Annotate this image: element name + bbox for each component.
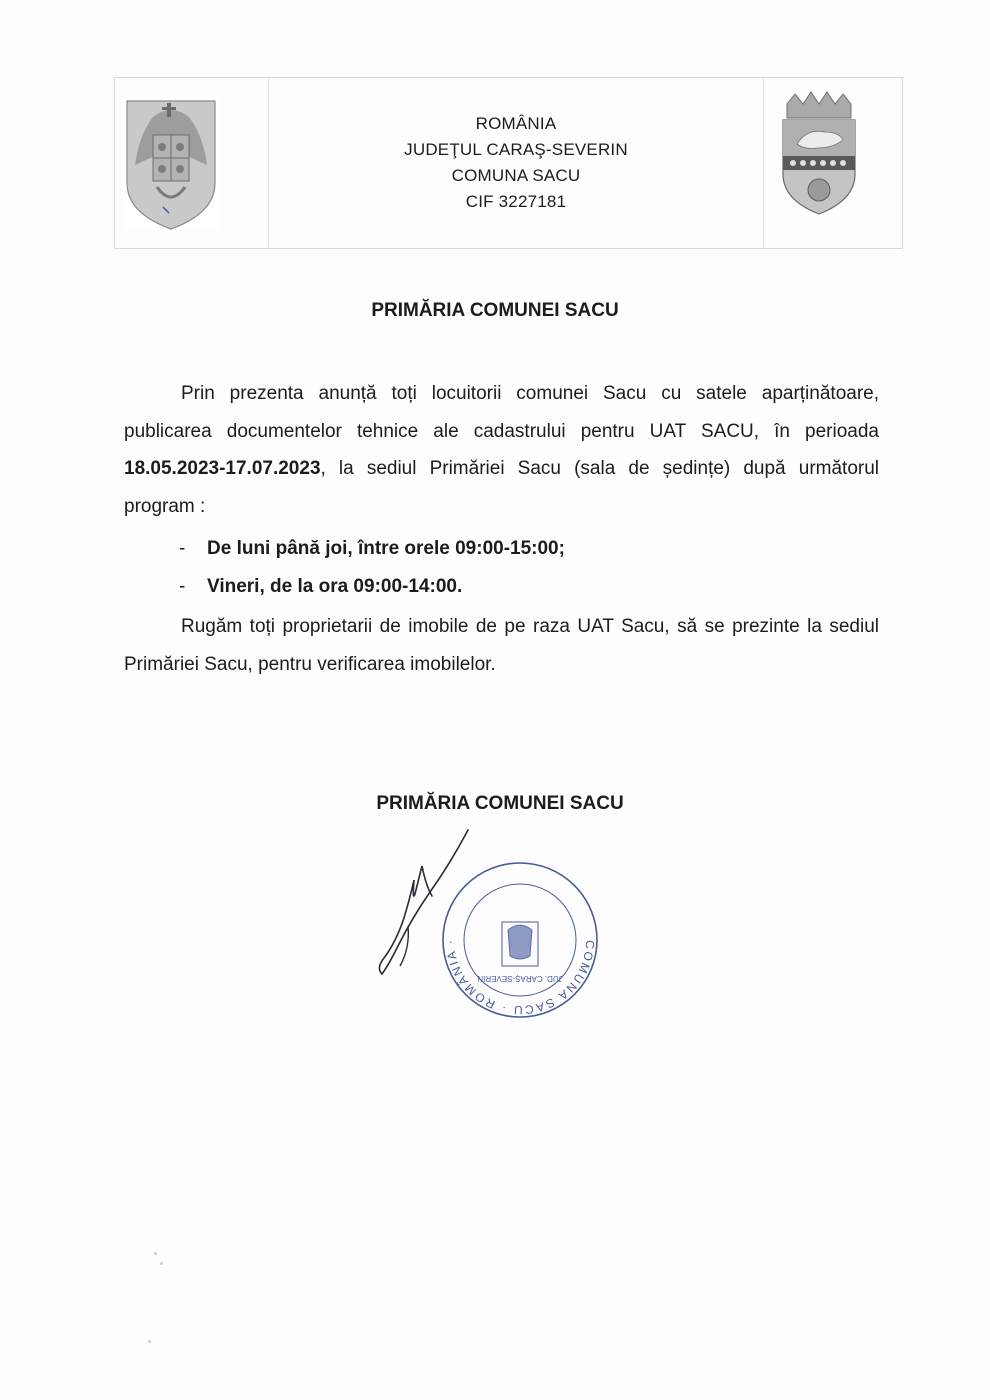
list-dash: - <box>179 538 186 559</box>
list-dash: - <box>179 575 186 597</box>
scan-speck <box>160 1262 163 1265</box>
commune-name: COMUNA SACU <box>451 166 581 185</box>
stamp-ring-text: COMUNA SACU · ROMÂNIA · <box>442 938 598 1018</box>
romania-coat-of-arms-icon <box>123 95 219 230</box>
letterhead-text <box>269 111 763 215</box>
schedule-text: De luni până joi, între orele 09:00-15:00; <box>207 538 565 559</box>
scan-speck <box>148 1340 151 1343</box>
intro-text: Prin prezenta anunță toți locuitorii comunei Sacu cu satele aparținătoare, publicarea documentelor tehnice ale cadastrului pentru UAT SACU, în perioada <box>124 383 879 442</box>
schedule-text: Vineri, de la ora 09:00-14:00. <box>207 575 463 597</box>
letterhead <box>114 77 903 249</box>
display-period: 18.05.2023-17.07.2023 <box>124 458 321 479</box>
closing-text: Rugăm toți proprietarii de imobile de pe raza UAT Sacu, să se prezinte la sediul Primăriei Sacu, pentru verificarea imobilelor. <box>124 616 879 675</box>
letterhead-divider <box>763 78 764 248</box>
stamp-inner-text: JUD. CARAȘ-SEVERIN <box>477 974 563 983</box>
scan-speck <box>154 1252 157 1255</box>
sacu-coat-of-arms-icon <box>777 88 861 216</box>
county-name: JUDEŢUL CARAŞ-SEVERIN <box>404 140 628 159</box>
document-title: PRIMĂRIA COMUNEI SACU <box>371 300 619 321</box>
schedule-list <box>179 530 565 605</box>
country-name: ROMÂNIA <box>475 114 557 133</box>
intro-text-continued: , la sediul Primăriei Sacu (sala de ședințe) după următorul program : <box>124 458 879 517</box>
closing-paragraph <box>124 608 879 683</box>
fiscal-code: CIF 3227181 <box>465 192 567 211</box>
announcement-paragraph <box>124 375 879 525</box>
schedule-item <box>179 568 565 606</box>
schedule-item <box>179 530 565 568</box>
official-stamp <box>440 860 600 1020</box>
signature-title: PRIMĂRIA COMUNEI SACU <box>376 793 624 814</box>
